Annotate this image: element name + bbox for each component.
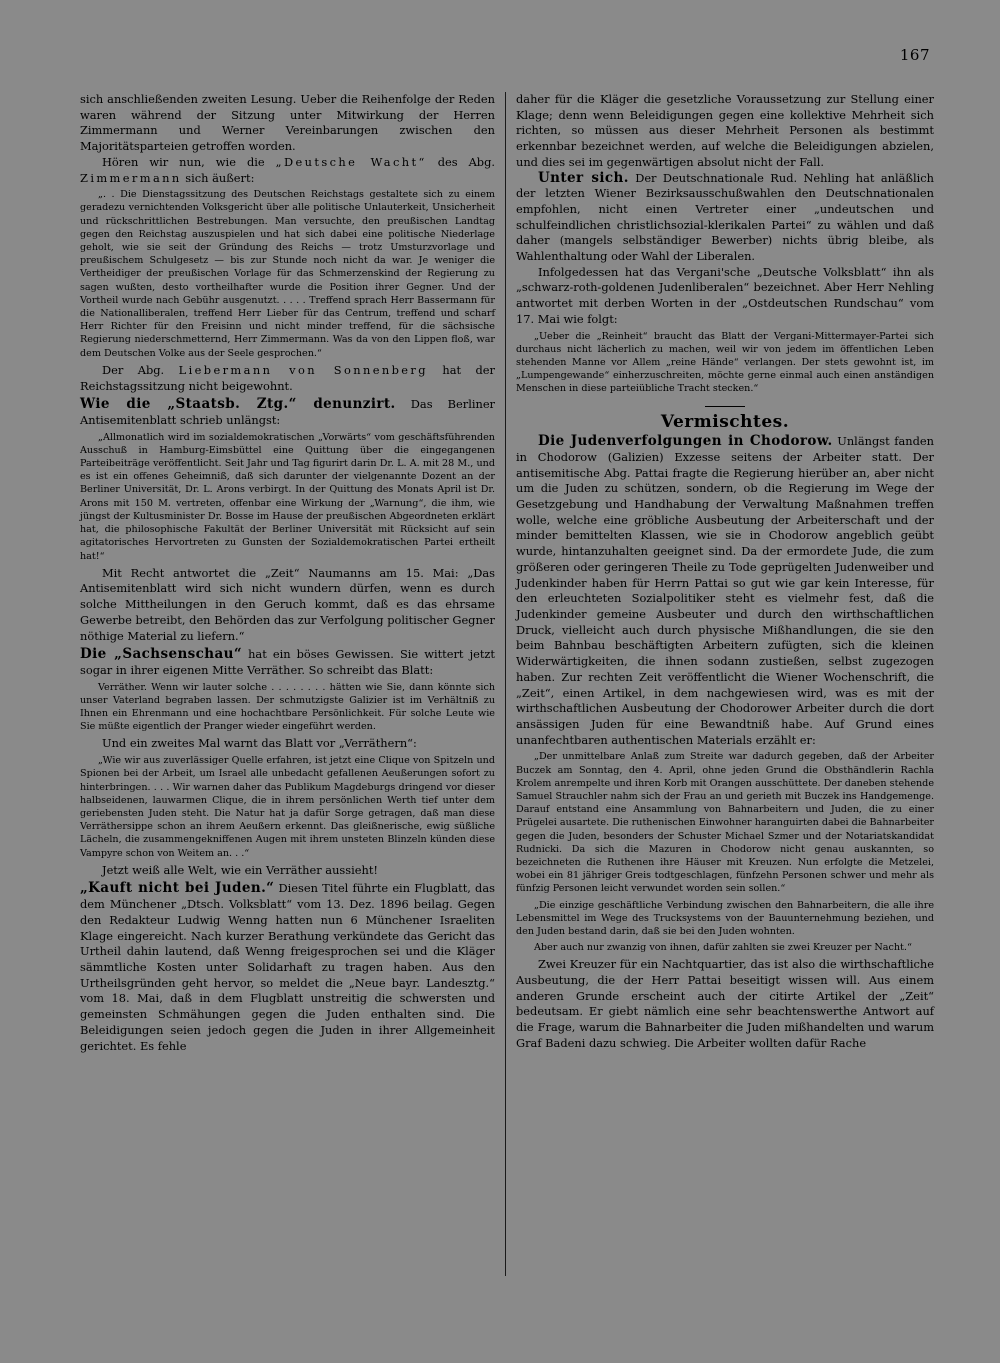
paragraph: Infolgedessen hat das Vergani'sche „Deutsche Volksblatt“ ihn als „schwarz-roth-goldenen Judenliberalen“ bezeichnet. Aber Herr Nehling antwortet mit derben Worten in der „Ostdeutschen Rundschau“ vom 17. Mai wie folgt: (516, 264, 934, 326)
quote-block: Aber auch nur zwanzig von ihnen, dafür zahlten sie zwei Kreuzer per Nacht.“ (534, 942, 912, 954)
paragraph (80, 155, 495, 186)
person-name: Zimmermann (80, 170, 182, 185)
quote-block: „Ueber die „Reinheit“ braucht das Blatt der Vergani-Mittermayer-Partei sich durchaus nicht lächerlich zu machen, weil wir von jedem im öffentlichen Leben stehenden Manne vor Allem „reine Hände“ verlangen. Der stets gewohnt ist, im „Lumpengewande“ einherzuschreiten, möchte gerne einmal auch einen anständigen Menschen in diese parteiübliche Tracht stecken.“ (516, 330, 934, 395)
text: hat der Reichstagssitzung nicht beigewohnt. (80, 362, 495, 393)
text: Diesen Titel führte ein Flugblatt, das dem Münchener „Dtsch. Volksblatt“ vom 13. Dez. 1896 beilag. Gegen den Redakteur Ludwig Wenng hatten nun 6 Münchener Israeliten Klage eingereicht. Nach kurzer Berathung verkündete das Gericht das Urtheil dahin lautend, daß Wenng freigesprochen sei und die Kläger sämmtliche Kosten unter Solidarhaft zu tragen haben. Aus den Urtheilsgründen geht hervor, so meldet die „Neue bayr. Landesztg.“ vom 18. Mai, daß in dem Flugblatt unstreitig die schwersten und gemeinsten Schmähungen gegen die Juden enthalten sind. Die Beleidigungen seien jedoch gegen die Juden in ihrer Allgemeinheit gerichtet. Es fehle (80, 881, 495, 1053)
article-heading: „Kauft nicht bei Juden.“ (80, 880, 275, 897)
quote-block: „. . Die Dienstagssitzung des Deutschen Reichstags gestaltete sich zu einem geradezu vernichtenden Volksgericht über alle politische Unlauterkeit, Unsicherheit und rückschrittlichen Bestrebungen. Man versuchte, den preußischen Landtag gegen den Reichstag auszuspielen und hat sich dabei eine politische Niederlage geholt, wie sie seit der Gründung des Reichs — trotz Umsturzvorlage und preußischem Schulgesetz — bis zur Stunde noch nicht da war. Je weniger die Vertheidiger der preußischen Vorlage für das Schmerzenskind der Regierung zu sagen wußten, desto vortheilhafter wurde die Position ihrer Gegner. Und der Vortheil wurde nach Gebühr ausgenutzt. . . . . Treffend sprach Herr Bassermann für die Nationalliberalen, treffend Herr Lieber für das Centrum, treffend und scharf Herr Richter für den Freisinn und nicht minder treffend, für die sächsische Regierung niederschmetternd, Herr Zimmermann. Was da von den Lippen floß, war dem Deutschen Volke aus der Seele gesprochen.“ (80, 189, 495, 359)
quote-block: „Wie wir aus zuverlässiger Quelle erfahren, ist jetzt eine Clique von Spitzeln und Spionen bei der Arbeit, um Israel alle unbedacht gefallenen Aeußerungen sofort zu hinterbringen. . . . Wir warnen daher das Publikum Magdeburgs dringend vor dieser halbseidenen, lauwarmen Clique, die in ihrem persönlichen Werth tief unter dem geriebensten Juden steht. Die Natur hat ja dafür Sorge getragen, daß man diese Verräthersippe schon an ihrem Aeußern erkennt. Das gleißnerische, ewig süßliche Lächeln, die zusammengekniffenen Augen mit ihrem unsteten Blinzeln künden diese Vampyre schon von Weitem an. . .“ (80, 755, 495, 859)
article (80, 397, 495, 428)
text: Unlängst fanden in Chodorow (Galizien) Exzesse seitens der Arbeiter statt. Der antisemitische Abg. Pattai fragte die Regierung hierüber an, aber nicht um die Juden zu schützen, sondern, ob die Regierung im Wege der Gesetzgebung und Handhabung der Verwaltung Maßnahmen treffen wolle, welche eine gröbliche Ausbeutung der Arbeiterschaft und der minder bemittelten Klassen, wie sie in Chodorow angeblich geübt wurde, hintanzuhalten geeignet sind. Da der ermordete Jude, die zum größeren oder geringeren Theile zu Tode geprügelten Judenweiber und Judenkinder haben für Herrn Pattai so gut wie gar kein Interesse, für den erleuchteten Sozialpolitiker steht es vielmehr fest, daß die Judenkinder gemeine Ausbeuter und durch den wirthschaftlichen Druck, vielleicht auch durch physische Mißhandlungen, die sie den beim Bahnbau beschäftigten Arbeitern zufügten, sich die kleinen Widerwärtigkeiten, die ihnen sodann zustießen, selbst zugezogen haben. Zur rechten Zeit veröffentlicht die Wiener Wochenschrift, die „Zeit“, einen Artikel, in dem nachgewiesen wird, was es mit der wirthschaftlichen Ausbeutung der Chodorower Arbeiter durch die dort ansässigen Juden für eine Bewandtniß habe. Auf Grund eines unanfechtbaren authentischen Materials erzählt er: (516, 434, 934, 747)
paragraph: Jetzt weiß alle Welt, wie ein Verräther aussieht! (102, 862, 378, 877)
newspaper-name: „Deutsche Wacht“ (275, 154, 427, 169)
paragraph (80, 363, 495, 394)
quote-block: Verräther. Wenn wir lauter solche . . . . . . . . hätten wie Sie, dann könnte sich unser Vaterland begraben lassen. Der schmutzigste Galizier ist im Verhältniß zu Ihnen ein Ehrenmann und eine hochachtbare Persönlichkeit. Für solche Leute wie Sie müßte eigentlich der Pranger wieder eingeführt werden. (80, 681, 495, 733)
quote-block: „Allmonatlich wird im sozialdemokratischen „Vorwärts“ vom geschäftsführenden Ausschuß in Hamburg-Eimsbüttel eine Quittung über die eingegangenen Parteibeiträge veröffentlicht. Seit Jahr und Tag figurirt darin Dr. L. A. mit 28 M., und es ist ein offenes Geheimniß, daß sich darunter der vielgenannte Dozent an der Berliner Universität, Dr. L. Arons verbirgt. In der Quittung des Monats April ist Dr. Arons mit 150 M. vertreten, offenbar eine Wirkung der „Warnung“, die ihm, wie jüngst der Kultusminister Dr. Bosse im Hause der preußischen Abgeordneten erklärt hat, die philosophische Fakultät der Berliner Universität mit Rücksicht auf sein agitatorisches Hervortreten zu Gunsten der Sozialdemokratischen Partei ertheilt hat!“ (80, 431, 495, 562)
article (80, 647, 495, 678)
article-heading: Die „Sachsenschau“ (80, 646, 243, 663)
right-column (516, 92, 934, 1052)
left-column (80, 92, 495, 1054)
column-divider (505, 92, 506, 1276)
quote-block: „Die einzige geschäftliche Verbindung zwischen den Bahnarbeitern, die alle ihre Lebensmittel im Wege des Trucksystems von der Bauunternehmung beziehen, und den Juden bestand darin, daß sie bei den Juden wohnten. (516, 899, 934, 937)
article (516, 434, 934, 748)
article (80, 881, 495, 1054)
text: Das Berliner Antisemitenblatt schrieb unlängst: (80, 397, 495, 427)
text: sich äußert: (185, 170, 255, 185)
text: des Abg. (437, 154, 496, 169)
separator-rule (705, 406, 745, 407)
paragraph: Mit Recht antwortet die „Zeit“ Naumanns am 15. Mai: „Das Antisemitenblatt wird sich nicht wundern dürfen, wenn es durch solche Mittheilungen in den Geruch kommt, daß es das ehrsame Gewerbe betreibt, den Behörden das zur Verfolgung politischer Gegner nöthige Material zu liefern.“ (80, 565, 495, 643)
paragraph: Zwei Kreuzer für ein Nachtquartier, das ist also die wirthschaftliche Ausbeutung, die der Herr Pattai beseitigt wissen will. Aus einem anderen Grunde erscheint auch der citirte Artikel der „Zeit“ bedeutsam. Er giebt nämlich eine sehr beachtenswerthe Antwort auf die Frage, warum die Bahnarbeiter die Juden mißhandelten und warum Graf Badeni dazu schwieg. Die Arbeiter wollten dafür Rache (516, 957, 934, 1050)
page-number: 167 (899, 46, 930, 64)
paragraph: daher für die Kläger die gesetzliche Voraussetzung zur Stellung einer Klage; denn wenn Beleidigungen gegen eine kollektive Mehrheit sich richten, so müssen aus dieser Mehrheit Personen als bestimmt erkennbar bezeichnet werden, auf welche die Beleidigungen abzielen, und dies sei im gegenwärtigen absolut nicht der Fall. (516, 92, 934, 169)
article-heading: Wie die „Staatsb. Ztg.“ denunzirt. (80, 396, 396, 413)
person-name: Liebermann von Sonnenberg (178, 362, 428, 377)
section-title: Vermischtes. (660, 411, 790, 432)
quote-block: „Der unmittelbare Anlaß zum Streite war dadurch gegeben, daß der Arbeiter Buczek am Sonntag, den 4. April, ohne jeden Grund die Obsthändlerin Rachla Krolem anrempelte und ihren Korb mit Orangen ausschüttete. Der daneben stehende Samuel Strauchler nahm sich der Frau an und gerieth mit Buczek ins Handgemenge. Darauf entstand eine Ansammlung von Bahnarbeitern und Juden, die zu einer Prügelei ausartete. Die ruthenischen Einwohner haranguirten dabei die Bahnarbeiter gegen die Juden, besonders der Schuster Michael Szmer und der Notariatskandidat Rudnicki. Da sich die Mazuren in Chodorow nicht genau auskannten, so bezeichneten die Ruthenen ihre Häuser mit Kreuzen. Nun erfolgte die Metzelei, wobei ein 81 jähriger Greis todtgeschlagen, fünfzehn Personen schwer und mehr als fünfzig Personen leicht verwundet worden sein sollen.“ (516, 751, 934, 895)
text: Der Deutschnationale Rud. Nehling hat anläßlich der letzten Wiener Bezirksausschußwahlen den Deutschnationalen empfohlen, nicht einen Vertreter einer „undeutschen und schulfeindlichen christlichsozial-klerikalen Partei“ zu wählen und daß daher (mangels selbständiger Bewerber) nichts übrig bleibe, als Wahlenthaltung oder Wahl der Liberalen. (516, 170, 934, 264)
article-heading: Die Judenverfolgungen in Chodorow. (538, 433, 833, 450)
article-heading: Unter sich. (538, 169, 629, 186)
article (516, 171, 934, 265)
paragraph: sich anschließenden zweiten Lesung. Ueber die Reihenfolge der Reden waren während der Sitzung unter Mitwirkung der Herren Zimmermann und Werner Vereinbarungen zwischen den Majoritätsparteien getroffen worden. (80, 92, 495, 154)
paragraph: Und ein zweites Mal warnt das Blatt vor „Verräthern“: (102, 736, 417, 751)
text: Hören wir nun, wie die (102, 154, 265, 169)
text: Der Abg. (102, 362, 165, 377)
text: hat ein böses Gewissen. Sie wittert jetzt sogar in ihrer eigenen Mitte Verräther. So schreibt das Blatt: (80, 647, 495, 677)
